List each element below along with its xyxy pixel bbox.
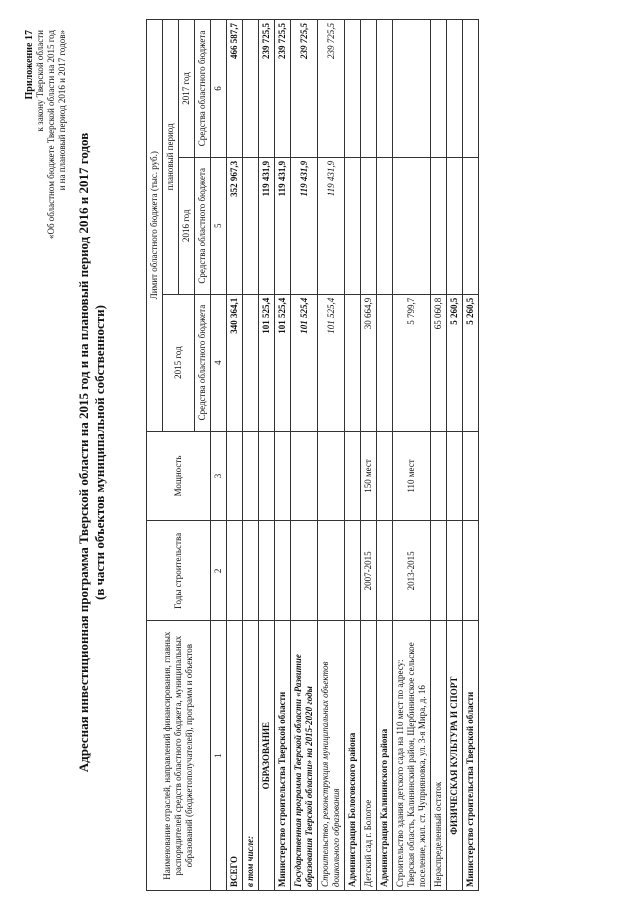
row-value-2015-cell: 101 525,4 — [318, 294, 345, 431]
row-name-cell: в том числе: — [243, 621, 259, 891]
appendix-line: «Об областном бюджете Тверской области на 2015 год — [46, 30, 56, 240]
header-planned: плановый период — [163, 20, 179, 295]
row-value-2015-cell — [377, 294, 393, 431]
row-years-cell — [259, 521, 275, 621]
row-name-cell: Детский сад г. Бологое — [361, 621, 377, 891]
row-value-2015-cell — [345, 294, 361, 431]
row-capacity-cell — [259, 431, 275, 521]
header-years: Годы строительства — [147, 521, 211, 621]
header-2017: 2017 год — [179, 20, 195, 158]
col-number: 2 — [211, 521, 227, 621]
table-row — [377, 20, 393, 891]
header-funds: Средства областного бюджета — [195, 157, 211, 294]
row-value-2017-cell — [393, 20, 431, 158]
row-value-2016-cell: 352 967,3 — [227, 157, 243, 294]
row-years-cell: 2013-2015 — [393, 521, 431, 621]
header-funds: Средства областного бюджета — [195, 294, 211, 431]
row-value-2015-cell: 30 664,9 — [361, 294, 377, 431]
row-value-2017-cell: 239 725,5 — [259, 20, 275, 158]
row-capacity-cell: 110 мест — [393, 431, 431, 521]
row-value-2015-cell: 101 525,4 — [275, 294, 291, 431]
document-title — [76, 0, 108, 905]
row-name-cell: Министерство строительства Тверской области — [463, 621, 479, 891]
row-value-2015-cell: 65 060,8 — [431, 294, 447, 431]
row-value-2015-cell — [243, 294, 259, 431]
table-row — [275, 20, 291, 891]
row-value-2016-cell — [345, 157, 361, 294]
table-row — [318, 20, 345, 891]
col-number: 5 — [211, 157, 227, 294]
header-2015: 2015 год — [163, 294, 195, 431]
row-name-cell: Министерство строительства Тверской области — [275, 621, 291, 891]
row-value-2016-cell — [361, 157, 377, 294]
row-years-cell — [243, 521, 259, 621]
row-name-cell: Администрация Калининского района — [377, 621, 393, 891]
row-value-2016-cell: 119 431,9 — [291, 157, 318, 294]
row-name-cell: ФИЗИЧЕСКАЯ КУЛЬТУРА И СПОРТ — [447, 621, 463, 891]
row-value-2016-cell — [243, 157, 259, 294]
appendix-line: к закону Тверской области — [35, 30, 45, 132]
investment-table — [146, 19, 479, 891]
col-number: 4 — [211, 294, 227, 431]
row-capacity-cell — [345, 431, 361, 521]
row-value-2017-cell — [447, 20, 463, 158]
row-value-2017-cell: 239 725,5 — [275, 20, 291, 158]
row-value-2015-cell: 5 260,5 — [463, 294, 479, 431]
row-value-2017-cell — [463, 20, 479, 158]
row-value-2016-cell: 119 431,9 — [259, 157, 275, 294]
row-value-2017-cell — [243, 20, 259, 158]
table-row — [345, 20, 361, 891]
row-years-cell — [291, 521, 318, 621]
row-years-cell — [463, 521, 479, 621]
row-value-2017-cell: 239 725,5 — [318, 20, 345, 158]
table-row — [227, 20, 243, 891]
table-row — [431, 20, 447, 891]
row-name-cell: Государственная программа Тверской области «Развитие образования Тверской области» на 2015-2020 годы — [291, 621, 318, 891]
row-capacity-cell — [447, 431, 463, 521]
row-value-2015-cell: 101 525,4 — [259, 294, 275, 431]
header-2016: 2016 год — [179, 157, 195, 294]
row-value-2016-cell — [377, 157, 393, 294]
header-capacity: Мощность — [147, 431, 211, 521]
row-capacity-cell — [243, 431, 259, 521]
row-value-2016-cell: 119 431,9 — [318, 157, 345, 294]
row-name-cell: Нераспределенный остаток — [431, 621, 447, 891]
row-value-2016-cell — [447, 157, 463, 294]
row-value-2016-cell — [431, 157, 447, 294]
row-capacity-cell — [275, 431, 291, 521]
row-value-2017-cell — [431, 20, 447, 158]
row-years-cell — [447, 521, 463, 621]
row-value-2015-cell: 5 799,7 — [393, 294, 431, 431]
title-line-2: (в части объектов муниципальной собственности) — [92, 305, 107, 600]
row-capacity-cell — [291, 431, 318, 521]
row-value-2016-cell — [393, 157, 431, 294]
table-row — [243, 20, 259, 891]
row-years-cell: 2007-2015 — [361, 521, 377, 621]
table-body — [227, 20, 479, 891]
row-name-cell: Строительство, реконструкция муниципальных объектов дошкольного образования — [318, 621, 345, 891]
header-limit: Лимит областного бюджета (тыс. руб.) — [147, 20, 163, 432]
row-capacity-cell — [227, 431, 243, 521]
row-value-2015-cell: 101 525,4 — [291, 294, 318, 431]
row-value-2017-cell: 239 725,5 — [291, 20, 318, 158]
header-name: Наименование отраслей, направлений финансирования, главных распорядителей средств областного бюджета, муниципальных образований (бюджетополучателей), программ и объектов — [147, 621, 211, 891]
col-number: 6 — [211, 20, 227, 158]
row-value-2017-cell — [361, 20, 377, 158]
col-number: 3 — [211, 431, 227, 521]
appendix-line: и на плановый период 2016 и 2017 годов» — [57, 30, 67, 191]
row-years-cell — [318, 521, 345, 621]
table-row — [259, 20, 275, 891]
col-number: 1 — [211, 621, 227, 891]
table-row — [393, 20, 431, 891]
table-row — [463, 20, 479, 891]
header-funds: Средства областного бюджета — [195, 20, 211, 158]
row-value-2016-cell — [463, 157, 479, 294]
title-line-1: Адресная инвестиционная программа Тверской области на 2015 год и на плановый период 2016 и 2017 годов — [76, 132, 91, 773]
row-value-2017-cell — [345, 20, 361, 158]
row-years-cell — [377, 521, 393, 621]
row-capacity-cell — [431, 431, 447, 521]
appendix-header — [24, 30, 68, 239]
table-row — [447, 20, 463, 891]
row-years-cell — [431, 521, 447, 621]
row-value-2016-cell: 119 431,9 — [275, 157, 291, 294]
row-capacity-cell — [463, 431, 479, 521]
row-years-cell — [227, 521, 243, 621]
row-name-cell: Администрация Бологовского района — [345, 621, 361, 891]
row-value-2015-cell: 5 260,5 — [447, 294, 463, 431]
table-row — [361, 20, 377, 891]
row-years-cell — [275, 521, 291, 621]
row-name-cell: Строительство здания детского сада на 110 мест по адресу: Тверская область, Калининский район, Щербининское сельское поселение, жил. ст. Чуприяновка, ул. 3-я Мира, д. 16 — [393, 621, 431, 891]
table-row — [291, 20, 318, 891]
row-value-2017-cell: 466 587,7 — [227, 20, 243, 158]
row-value-2015-cell: 340 364,1 — [227, 294, 243, 431]
row-name-cell: ОБРАЗОВАНИЕ — [259, 621, 275, 891]
row-capacity-cell: 150 мест — [361, 431, 377, 521]
row-value-2017-cell — [377, 20, 393, 158]
row-capacity-cell — [318, 431, 345, 521]
appendix-title: Приложение 17 — [24, 30, 35, 100]
row-years-cell — [345, 521, 361, 621]
row-capacity-cell — [377, 431, 393, 521]
row-name-cell: ВСЕГО — [227, 621, 243, 891]
